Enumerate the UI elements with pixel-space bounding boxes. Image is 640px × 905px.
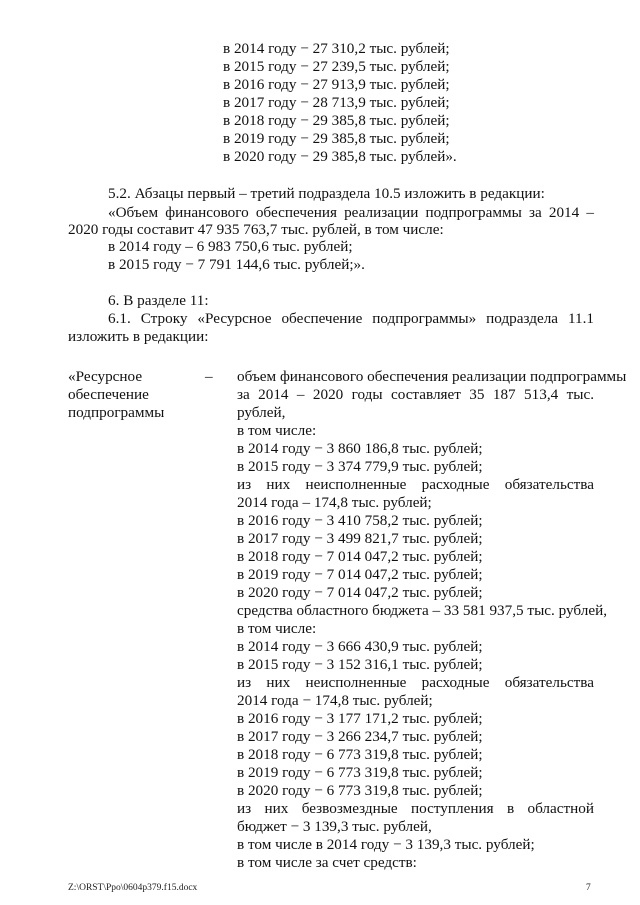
list-item: в 2014 году – 6 983 750,6 тыс. рублей; [108,238,353,255]
list-item: в 2016 году − 27 913,9 тыс. рублей; [223,76,450,93]
right-line: в 2019 году − 6 773 319,8 тыс. рублей; [237,764,483,781]
paragraph-line: изложить в редакции: [68,328,209,345]
right-line: в 2020 году − 6 773 319,8 тыс. рублей; [237,782,483,799]
right-line: в том числе: [237,620,317,637]
right-line: 2014 года − 174,8 тыс. рублей; [237,692,433,709]
right-line: в 2017 году − 3 266 234,7 тыс. рублей; [237,728,483,745]
list-item: в 2019 году − 29 385,8 тыс. рублей; [223,130,450,147]
paragraph-line: 6.1. Строку «Ресурсное обеспечение подпрограммы» подраздела 11.1 [108,310,594,327]
list-item: в 2018 году − 29 385,8 тыс. рублей; [223,112,450,129]
list-item: в 2014 году − 27 310,2 тыс. рублей; [223,40,450,57]
paragraph-line: 2020 годы составит 47 935 763,7 тыс. рублей, в том числе: [68,221,444,238]
paragraph-line: «Объем финансового обеспечения реализации подпрограммы за 2014 – [108,204,594,221]
section-heading: 5.2. Абзацы первый – третий подраздела 10.5 изложить в редакции: [108,185,545,202]
right-line: в 2018 году − 6 773 319,8 тыс. рублей; [237,746,483,763]
list-item: в 2015 году − 7 791 144,6 тыс. рублей;». [108,256,365,273]
section-heading: 6. В разделе 11: [108,292,209,309]
left-label-dash: – [205,368,213,385]
list-item: в 2017 году − 28 713,9 тыс. рублей; [223,94,450,111]
right-line: в 2018 году − 7 014 047,2 тыс. рублей; [237,548,483,565]
right-line: из них неисполненные расходные обязательства [237,476,594,493]
right-line: в том числе: [237,422,317,439]
right-line: рублей, [237,404,286,421]
right-line: в 2016 году − 3 177 171,2 тыс. рублей; [237,710,483,727]
footer-file-path: Z:\ORST\Ppo\0604p379.f15.docx [68,883,198,893]
right-line: в том числе в 2014 году − 3 139,3 тыс. рублей; [237,836,535,853]
right-line: в 2015 году − 3 152 316,1 тыс. рублей; [237,656,483,673]
list-item: в 2020 году − 29 385,8 тыс. рублей». [223,148,457,165]
right-line: в 2015 году − 3 374 779,9 тыс. рублей; [237,458,483,475]
page-number: 7 [586,883,591,893]
right-line: из них безвозмездные поступления в областной [237,800,594,817]
right-line: в 2014 году − 3 666 430,9 тыс. рублей; [237,638,483,655]
right-line: в 2020 году − 7 014 047,2 тыс. рублей; [237,584,483,601]
left-label-line: подпрограммы [68,404,165,421]
right-line: средства областного бюджета – 33 581 937,5 тыс. рублей, [237,602,607,619]
right-line: в том числе за счет средств: [237,854,417,871]
right-line: объем финансового обеспечения реализации подпрограммы [237,368,627,385]
right-line: в 2014 году − 3 860 186,8 тыс. рублей; [237,440,483,457]
right-line: в 2019 году − 7 014 047,2 тыс. рублей; [237,566,483,583]
right-line: бюджет − 3 139,3 тыс. рублей, [237,818,432,835]
left-label-line: «Ресурсное [68,368,143,385]
list-item: в 2015 году − 27 239,5 тыс. рублей; [223,58,450,75]
right-line: в 2016 году − 3 410 758,2 тыс. рублей; [237,512,483,529]
right-line: из них неисполненные расходные обязательства [237,674,594,691]
right-line: за 2014 – 2020 годы составляет 35 187 513,4 тыс. [237,386,594,403]
left-label-line: обеспечение [68,386,149,403]
right-line: 2014 года – 174,8 тыс. рублей; [237,494,432,511]
right-line: в 2017 году − 3 499 821,7 тыс. рублей; [237,530,483,547]
